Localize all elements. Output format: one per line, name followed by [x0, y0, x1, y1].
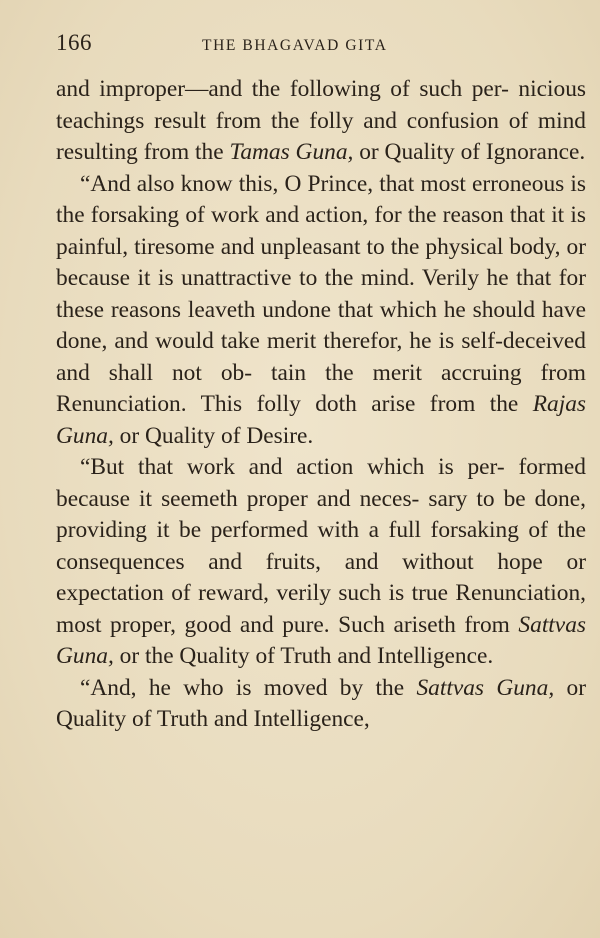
text-segment: or the Quality of Truth and Intelligence.	[113, 643, 494, 669]
page-number: 166	[56, 30, 92, 55]
page-header	[56, 30, 586, 66]
paragraph	[56, 74, 586, 169]
text-segment: “But that work and action which is per- formed because it seemeth proper and neces- sary to be done, providing it be performed with a full forsaking of the consequences and fruits, and without hope or expectation of reward, verily such is true Renunciation, most proper, good and pure. Such ariseth from	[56, 454, 586, 638]
text-segment: or Quality of Desire.	[113, 422, 314, 449]
paragraph	[56, 452, 586, 673]
italic-term: Tamas Guna,	[229, 139, 354, 165]
running-head: THE BHAGAVAD GITA	[202, 37, 388, 54]
text-segment: “And, he who is moved by the	[80, 674, 417, 701]
italic-term: Sattvas Guna,	[56, 611, 586, 669]
body-text	[56, 74, 586, 736]
italic-term: Rajas Guna,	[56, 391, 586, 449]
italic-term: Sattvas Guna,	[416, 674, 555, 701]
text-segment: or Quality of Ignorance.	[353, 139, 586, 165]
text-segment: and improper—and the following of such per- nicious teachings result from the folly and confusion of mind resulting from the	[56, 76, 586, 165]
paragraph	[56, 169, 586, 453]
text-segment: “And also know this, O Prince, that most erroneous is the forsaking of work and action, for the reason that it is painful, tiresome and unpleasant to the physical body, or because it is unattractive to the mind. Verily he that for these reasons leaveth undone that which he should have done, and would take merit therefor, he is self-deceived and shall not ob- tain the merit accruing from Renunciation. This folly doth arise from the	[56, 170, 586, 417]
text-segment: or Quality of Truth and Intelligence,	[56, 674, 586, 732]
paragraph	[56, 673, 586, 736]
